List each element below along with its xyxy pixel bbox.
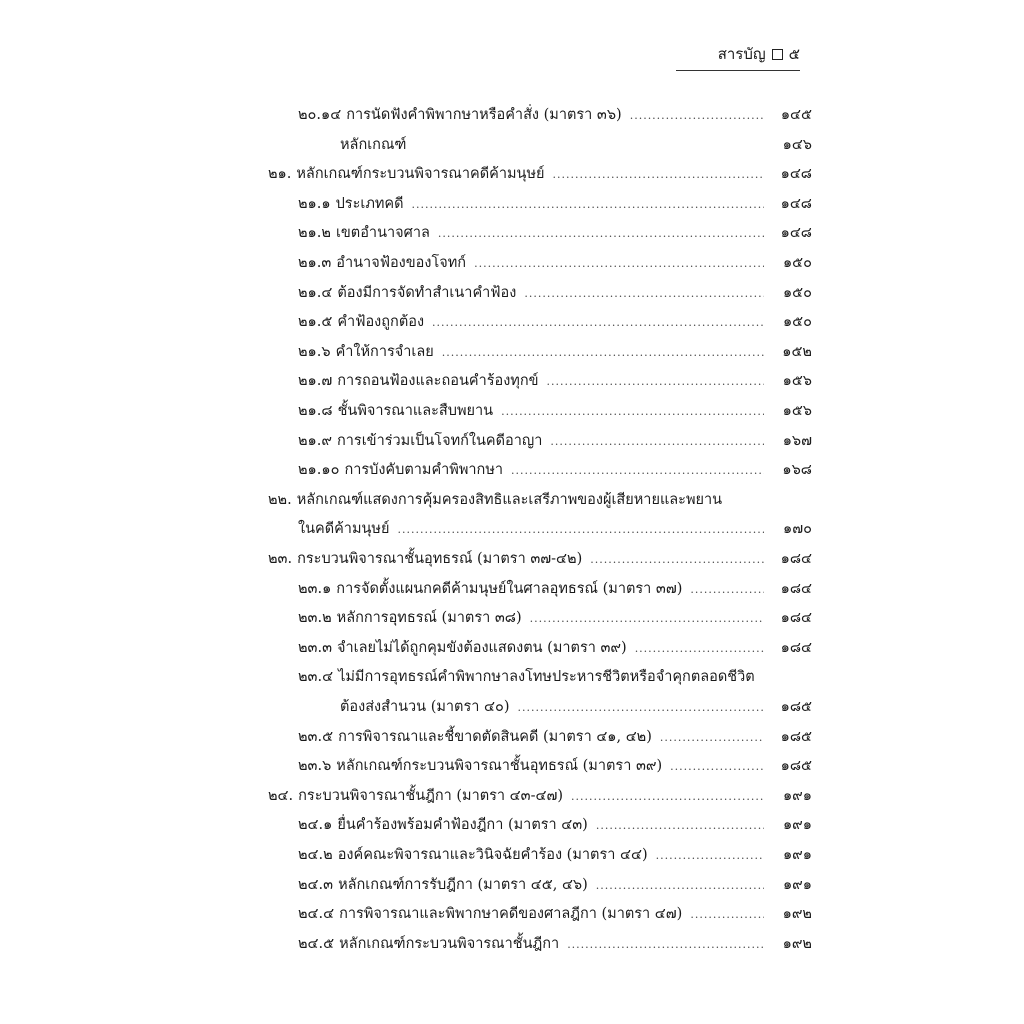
toc-entry-title: การพิจารณาและพิพากษาคดีของศาลฎีกา (มาตรา ๔๗) xyxy=(339,906,683,923)
toc-entry-title: ในคดีค้ามนุษย์ xyxy=(298,521,390,538)
toc-entry-page: ๑๙๑ xyxy=(782,876,812,893)
toc-entry-title: ชั้นพิจารณาและสืบพยาน xyxy=(337,403,494,419)
toc-entry-number: ๒๓. xyxy=(268,551,293,567)
toc-dot-leader xyxy=(660,728,764,748)
toc-entry xyxy=(268,549,812,570)
toc-entry-number: ๒๑.๒ xyxy=(298,225,331,242)
toc-entry-page: ๑๕๖ xyxy=(782,373,812,390)
toc-entry-number: ๒๔.๕ xyxy=(298,935,335,952)
toc-entry-number: ๒๔.๑ xyxy=(298,817,333,834)
toc-entry-page: ๑๖๗ xyxy=(782,432,812,449)
toc-entry-number: ๒๔.๔ xyxy=(298,906,335,923)
toc-entry-title: การพิจารณาและชี้ขาดตัดสินคดี (มาตรา ๔๑, ๔๒) xyxy=(338,728,652,745)
toc-entry xyxy=(298,342,812,363)
toc-entry xyxy=(298,638,812,659)
toc-entry xyxy=(298,875,812,896)
toc-entry-number: ๒๔. xyxy=(268,787,294,804)
toc-entry-number: ๒๑.๑๐ xyxy=(298,462,340,479)
toc-entry xyxy=(298,431,812,452)
toc-dot-leader xyxy=(501,402,764,422)
toc-entry-number: ๒๓.๓ xyxy=(298,639,332,656)
toc-entry-number: ๒๑.๑ xyxy=(298,195,331,212)
toc-dot-leader xyxy=(630,106,764,126)
toc-entry xyxy=(298,253,812,274)
toc-entry xyxy=(298,845,812,866)
toc-entry-page: ๑๙๑ xyxy=(782,787,812,804)
toc-dot-leader xyxy=(656,846,764,866)
toc-entry-number: ๒๑.๖ xyxy=(298,343,331,360)
toc-entry-page: ๑๔๖ xyxy=(782,136,812,153)
toc-entry-title: หลักเกณฑ์แสดงการคุ้มครองสิทธิและเสรีภาพของผู้เสียหายและพยาน xyxy=(296,491,723,508)
toc-entry-page: ๑๘๔ xyxy=(780,639,812,656)
toc-entry xyxy=(298,519,812,540)
toc-entry-number: ๒๑.๗ xyxy=(298,373,333,390)
toc-entry xyxy=(298,667,812,688)
toc-entry-page: ๑๕๐ xyxy=(782,284,812,301)
toc-entry-page: ๑๖๘ xyxy=(782,462,812,479)
toc-entry-title: ต้องมีการจัดทำสำเนาคำฟ้อง xyxy=(337,284,517,301)
toc-dot-leader xyxy=(690,580,764,600)
toc-entry-page: ๑๘๕ xyxy=(780,728,812,745)
toc-entry-title: ยื่นคำร้องพร้อมคำฟ้องฎีกา (มาตรา ๔๓) xyxy=(337,817,588,834)
toc-dot-leader xyxy=(550,432,764,452)
toc-entry xyxy=(298,312,812,333)
toc-entry-number: ๒๒. xyxy=(268,491,292,508)
toc-dot-leader xyxy=(571,787,764,807)
toc-entry-number: ๒๓.๒ xyxy=(298,610,332,627)
toc-entry xyxy=(298,401,812,422)
toc-entry-title: ประเภทคดี xyxy=(335,195,404,212)
toc-dot-leader xyxy=(412,195,764,215)
toc-entry xyxy=(298,283,812,304)
header-label: สารบัญ xyxy=(717,45,766,63)
toc-entry-title: หลักเกณฑ์ xyxy=(340,136,407,153)
toc-entry-page: ๑๔๕ xyxy=(780,107,812,123)
toc-entry-title: องค์คณะพิจารณาและวินิจฉัยคำร้อง (มาตรา ๔๔) xyxy=(337,847,648,863)
toc-entry-number: ๒๑.๙ xyxy=(298,432,332,449)
toc-entry-page: ๑๘๔ xyxy=(780,551,812,567)
toc-entry xyxy=(298,815,812,836)
toc-entry-number: ๒๐.๑๔ xyxy=(298,107,342,123)
toc-entry-title: หลักการอุทธรณ์ (มาตรา ๓๘) xyxy=(336,610,522,627)
toc-dot-leader xyxy=(547,372,764,392)
toc-entry-title: การนัดฟังคำพิพากษาหรือคำสั่ง (มาตรา ๓๖) xyxy=(346,107,622,123)
toc-entry-number: ๒๓.๕ xyxy=(298,728,334,745)
toc-entry xyxy=(298,608,812,629)
toc-entry-page: ๑๙๑ xyxy=(782,847,812,863)
toc-entry xyxy=(298,904,812,925)
toc-entry-title: จำเลยไม่ได้ถูกคุมขังต้องแสดงตน (มาตรา ๓๙) xyxy=(337,639,627,656)
toc-entry xyxy=(298,371,812,392)
toc-entry-title: กระบวนพิจารณาชั้นฎีกา (มาตรา ๔๓-๔๗) xyxy=(298,787,564,804)
toc-entry-title: ไม่มีการอุทธรณ์คำพิพากษาลงโทษประหารชีวิตหรือจำคุกตลอดชีวิต xyxy=(338,669,755,686)
toc-dot-leader xyxy=(596,876,764,896)
toc-entry xyxy=(298,194,812,215)
toc-entry xyxy=(298,460,812,481)
toc-entry xyxy=(340,697,812,718)
toc-dot-leader xyxy=(590,550,764,570)
toc-entry-page: ๑๘๕ xyxy=(780,758,812,775)
toc-entry-title: การเข้าร่วมเป็นโจทก์ในคดีอาญา xyxy=(337,432,543,449)
toc-dot-leader xyxy=(442,343,764,363)
toc-entry-page: ๑๙๒ xyxy=(782,906,812,923)
toc-dot-leader xyxy=(567,935,764,955)
toc-entry-title: การถอนฟ้องและถอนคำร้องทุกข์ xyxy=(337,373,539,390)
toc-dot-leader xyxy=(670,757,764,777)
toc-entry-number: ๒๓.๖ xyxy=(298,758,332,775)
toc-entry-page: ๑๕๐ xyxy=(782,314,812,331)
toc-entry xyxy=(298,934,812,955)
toc-entry xyxy=(298,579,812,600)
toc-entry-title: การบังคับตามคำพิพากษา xyxy=(344,462,504,479)
toc-entry-title: เขตอำนาจศาล xyxy=(335,225,430,242)
toc-dot-leader xyxy=(511,461,764,481)
toc-entry xyxy=(298,727,812,748)
toc-entry xyxy=(340,135,812,156)
toc-entry-number: ๒๔.๒ xyxy=(298,847,333,863)
toc-entry-number: ๒๑.๕ xyxy=(298,314,333,331)
toc-entry-page: ๑๙๑ xyxy=(782,817,812,834)
toc-dot-leader xyxy=(690,905,764,925)
toc-entry-number: ๒๓.๔ xyxy=(298,669,334,686)
toc-entry-title: อำนาจฟ้องของโจทก์ xyxy=(336,255,467,271)
toc-entry xyxy=(298,756,812,777)
toc-entry-title: หลักเกณฑ์การรับฎีกา (มาตรา ๔๕, ๔๖) xyxy=(338,876,588,893)
toc-dot-leader xyxy=(635,639,764,659)
toc-entry-page: ๑๗๐ xyxy=(783,521,812,538)
toc-entry-title: หลักเกณฑ์กระบวนพิจารณาชั้นอุทธรณ์ (มาตรา ๓๙) xyxy=(336,758,663,775)
toc-entry-number: ๒๑.๓ xyxy=(298,255,332,271)
toc-dot-leader xyxy=(518,698,765,718)
toc-entry-page: ๑๘๔ xyxy=(780,610,812,627)
toc-dot-leader xyxy=(553,165,765,185)
toc-entry-page: ๑๕๒ xyxy=(782,343,812,360)
toc-entry-page: ๑๔๘ xyxy=(780,225,812,242)
toc-dot-leader xyxy=(474,254,764,274)
toc-entry-number: ๒๑.๘ xyxy=(298,403,333,419)
header-page-number: ๕ xyxy=(788,45,800,63)
toc-dot-leader xyxy=(530,609,764,629)
toc-entry xyxy=(298,223,812,244)
toc-entry-title: หลักเกณฑ์กระบวนพิจารณาชั้นฎีกา xyxy=(339,935,560,952)
toc-entry-page: ๑๙๒ xyxy=(782,935,812,952)
toc-entry xyxy=(268,490,812,511)
toc-entry-number: ๒๑.๔ xyxy=(298,284,333,301)
toc-entry-page: ๑๘๔ xyxy=(780,580,812,597)
toc-entry-title: กระบวนพิจารณาชั้นอุทธรณ์ (มาตรา ๓๗-๔๒) xyxy=(297,551,583,567)
toc-entry-page: ๑๔๘ xyxy=(780,195,812,212)
toc-dot-leader xyxy=(432,313,764,333)
toc-entry-number: ๒๔.๓ xyxy=(298,876,334,893)
toc-entry-title: คำฟ้องถูกต้อง xyxy=(337,314,425,331)
toc-dot-leader xyxy=(397,520,764,540)
toc-entry-page: ๑๕๖ xyxy=(782,403,812,419)
toc-dot-leader xyxy=(596,816,764,836)
toc-entry xyxy=(298,105,812,126)
toc-entry-page: ๑๔๘ xyxy=(780,166,812,183)
toc-entry-title: คำให้การจำเลย xyxy=(335,343,434,360)
toc-entry-number: ๒๓.๑ xyxy=(298,580,332,597)
toc-entry-title: การจัดตั้งแผนกคดีค้ามนุษย์ในศาลอุทธรณ์ (มาตรา ๓๗) xyxy=(336,580,683,597)
toc-entry xyxy=(268,786,812,807)
toc-entry-title: ต้องส่งสำนวน (มาตรา ๔๐) xyxy=(340,699,510,715)
toc-dot-leader xyxy=(438,224,764,244)
toc-entry-page: ๑๕๐ xyxy=(782,255,812,271)
toc-entry xyxy=(268,164,812,185)
toc-entry-page: ๑๘๕ xyxy=(780,699,812,715)
toc-entry-number: ๒๑. xyxy=(268,166,292,183)
toc-dot-leader xyxy=(524,284,764,304)
toc-entry-title: หลักเกณฑ์กระบวนพิจารณาคดีค้ามนุษย์ xyxy=(296,166,545,183)
